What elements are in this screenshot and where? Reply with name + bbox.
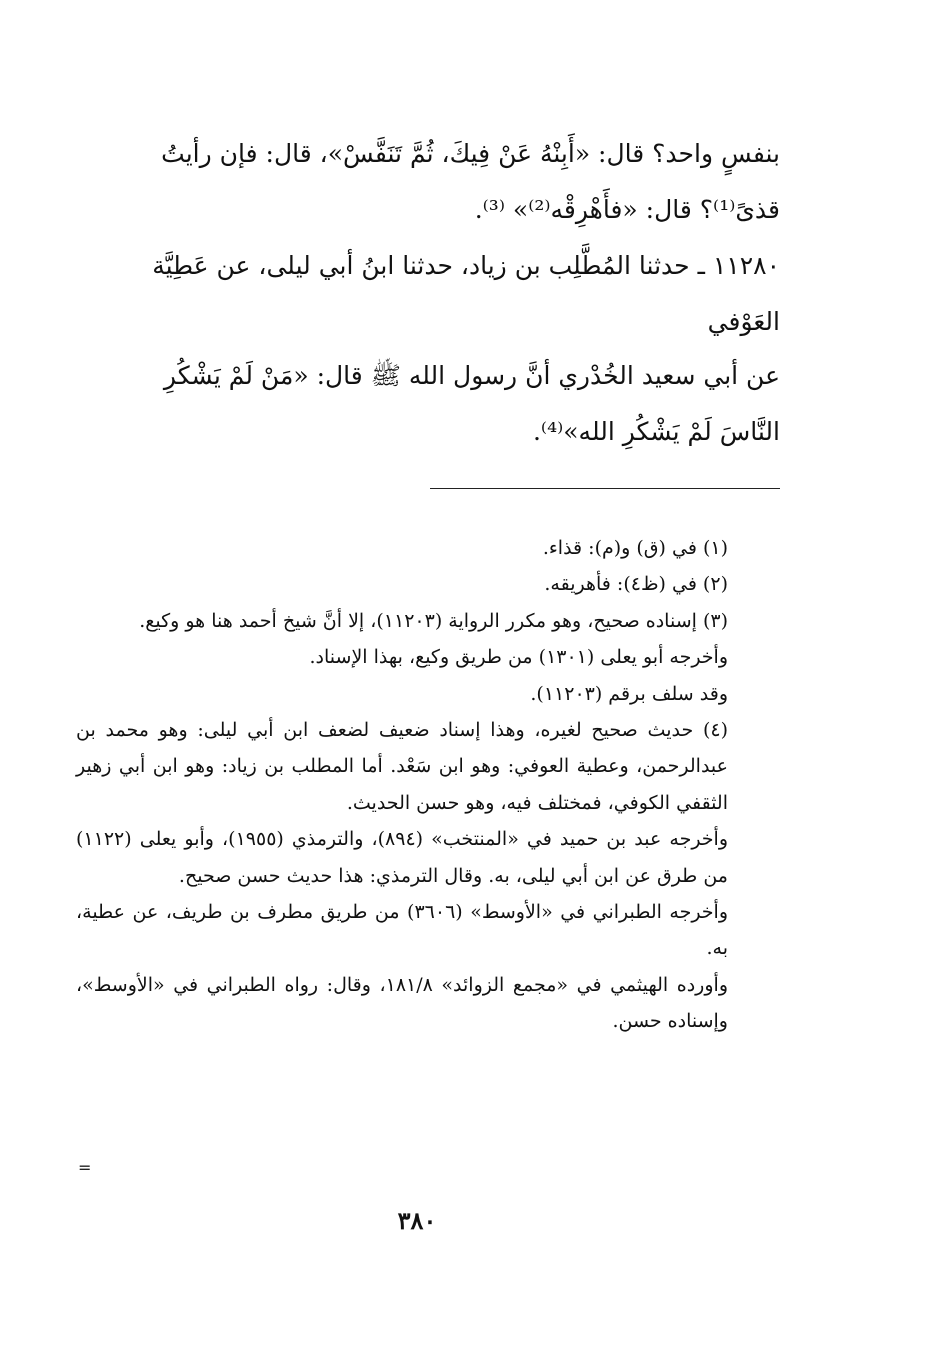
footnote-3-para: وأخرجه أبو يعلى (١٣٠١) من طريق وكيع، بهذا الإسناد. — [309, 646, 728, 669]
hadith-11280-matn — [76, 348, 780, 460]
hadith-11280-isnad — [76, 238, 780, 350]
page-number: ٣٨٠ — [397, 1206, 437, 1235]
footnote-continuation-mark: = — [78, 1158, 92, 1177]
hadith-line: ١١٢٨٠ ـ حدثنا المُطَّلِب بن زياد، حدثنا ابنُ أبي ليلى، عن عَطِيَّة — [152, 251, 780, 280]
footnote-separator — [430, 488, 780, 489]
footnote-1: (١) في (ق) و(م): قذاء. — [542, 537, 728, 559]
footnotes — [76, 530, 780, 1040]
footnote-4: (٤) حديث صحيح لغيره، وهذا إسناد ضعيف لضعف ابن أبي ليلى: وهو محمد بن عبدالرحمن، وعطية العوفي: وهو ابن سَعْد. أما المطلب بن زياد: وهو ابن أبي زهير الثقفي الكوفي، فمختلف فيه، وهو حسن الحديث. — [76, 719, 728, 814]
footnote-4-para: وأخرجه عبد بن حميد في «المنتخب» (٨٩٤)، والترمذي (١٩٥٥)، وأبو يعلى (١١٢٢) من طرق عن ابن أبي ليلى، به. وقال الترمذي: هذا حديث حسن صحيح. — [76, 828, 728, 887]
hadith-line: عن أبي سعيد الخُدْري أنَّ رسول الله ﷺ قال: «مَنْ لَمْ يَشْكُرِ — [163, 361, 780, 390]
hadith-line: العَوْفي — [707, 307, 780, 336]
footnote-3: (٣) إسناده صحيح، وهو مكرر الرواية (١١٢٠٣)، إلا أنَّ شيخ أحمد هنا هو وكيع. — [139, 609, 728, 632]
footnote-3-para: وقد سلف برقم (١١٢٠٣). — [530, 682, 728, 705]
hadith-line: قذىً⁽¹⁾؟ قال: «فأَهْرِقْه⁽²⁾» ⁽³⁾. — [474, 195, 780, 224]
hadith-continuation — [76, 126, 780, 238]
hadith-line: بنفسٍ واحد؟ قال: «أَبِنْهُ عَنْ فِيكَ، ثُمَّ تَنَفَّسْ»، قال: فإن رأيتُ — [161, 139, 780, 168]
footnote-2: (٢) في (ظ٤): فأهريقه. — [544, 573, 728, 596]
hadith-line: النَّاسَ لَمْ يَشْكُرِ الله»⁽⁴⁾. — [532, 417, 780, 446]
footnote-4-para: وأورده الهيثمي في «مجمع الزوائد» ١٨١/٨، وقال: رواه الطبراني في «الأوسط»، وإسناده حسن. — [76, 973, 728, 1033]
footnote-4-para: وأخرجه الطبراني في «الأوسط» (٣٦٠٦) من طريق مطرف بن طريف، عن عطية، به. — [76, 901, 729, 960]
